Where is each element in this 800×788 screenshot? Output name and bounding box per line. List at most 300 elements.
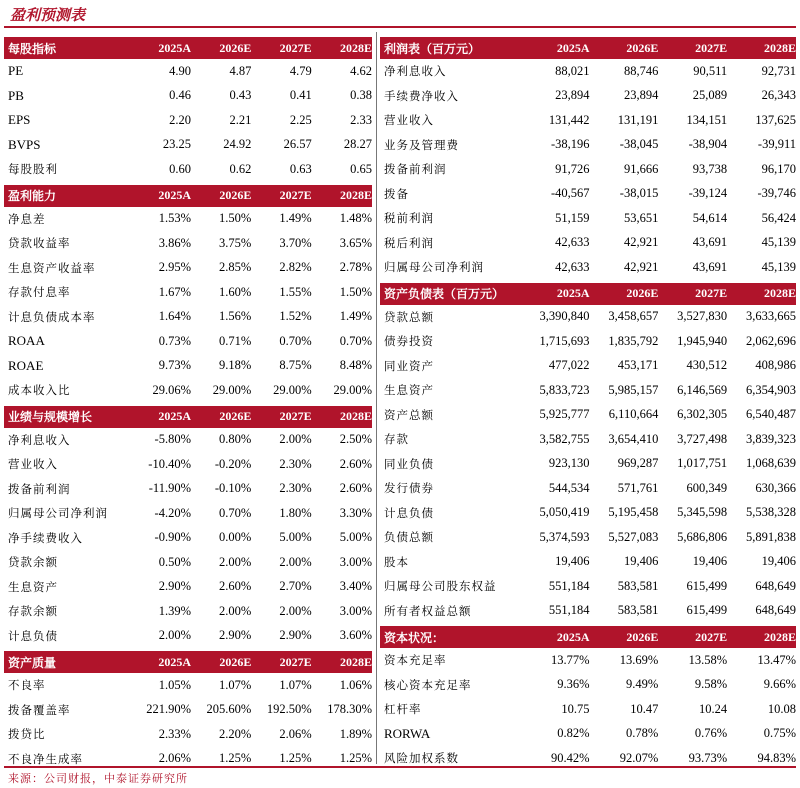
- row-value: 630,366: [755, 480, 796, 495]
- row-value: 1.05%: [158, 677, 191, 692]
- year-header: 2027E: [279, 409, 312, 423]
- table-row: [4, 354, 372, 379]
- row-label: 拨贷比: [8, 727, 46, 742]
- row-value: 192.50%: [266, 702, 312, 717]
- row-value: 0.41: [289, 88, 312, 103]
- row-label: 生息资产: [8, 579, 58, 594]
- table-row: [4, 698, 372, 723]
- row-value: 1.56%: [219, 309, 252, 324]
- row-value: 221.90%: [146, 702, 191, 717]
- row-value: 0.70%: [219, 505, 252, 520]
- row-value: 3.75%: [219, 235, 252, 250]
- row-label: 成本收入比: [8, 383, 71, 398]
- row-value: 648,649: [755, 578, 796, 593]
- row-value: 88,021: [555, 63, 590, 78]
- row-value: 13.69%: [619, 652, 659, 667]
- row-value: 42,921: [623, 259, 659, 274]
- row-value: 5,345,598: [677, 505, 728, 520]
- row-value: 2.00%: [279, 554, 312, 569]
- row-value: 2.50%: [339, 432, 373, 447]
- row-value: 13.58%: [688, 652, 728, 667]
- year-header: 2027E: [695, 629, 728, 644]
- row-label: 归属母公司净利润: [8, 506, 108, 521]
- year-header: 2026E: [626, 629, 659, 644]
- column-divider: [376, 32, 377, 764]
- row-value: 1.89%: [339, 726, 373, 741]
- row-label: BVPS: [8, 136, 41, 152]
- row-label: 归属母公司股东权益: [384, 579, 497, 594]
- table-row: [380, 354, 796, 379]
- row-value: -38,045: [619, 137, 659, 152]
- table-row: [380, 648, 796, 673]
- row-value: 0.43: [229, 88, 252, 103]
- row-label: 贷款总额: [384, 309, 434, 324]
- row-value: 23,894: [623, 88, 659, 103]
- row-value: 5.00%: [279, 530, 312, 545]
- row-value: 2.90%: [279, 628, 312, 643]
- row-value: 205.60%: [206, 702, 252, 717]
- year-header: 2026E: [219, 654, 252, 669]
- table-row: [380, 182, 796, 207]
- row-value: 3,527,830: [677, 309, 728, 324]
- year-header: 2028E: [340, 40, 373, 55]
- row-value: 0.70%: [339, 333, 373, 348]
- year-header: 2025A: [556, 286, 590, 300]
- section-header: [380, 283, 796, 305]
- row-value: 93,738: [692, 161, 728, 176]
- row-value: 9.66%: [763, 677, 796, 692]
- row-value: 1.48%: [339, 211, 373, 226]
- row-value: 0.70%: [279, 333, 312, 348]
- row-value: 0.78%: [626, 726, 659, 741]
- row-value: 131,442: [548, 112, 590, 127]
- row-value: 430,512: [686, 358, 728, 373]
- row-value: 43,691: [692, 235, 728, 250]
- row-value: 3,390,840: [539, 309, 590, 324]
- row-value: 5,985,157: [608, 382, 659, 397]
- row-value: 0.62: [229, 161, 252, 176]
- row-value: 2.85%: [219, 260, 252, 275]
- table-row: [4, 428, 372, 453]
- row-value: 3.65%: [339, 235, 373, 250]
- row-value: 2,062,696: [745, 333, 796, 348]
- row-value: 9.73%: [158, 358, 191, 373]
- row-value: 1.49%: [339, 309, 373, 324]
- row-value: 13.77%: [550, 652, 590, 667]
- row-value: 551,184: [548, 603, 590, 618]
- row-value: 6,354,903: [745, 382, 796, 397]
- table-row: [380, 452, 796, 477]
- row-value: 3.00%: [339, 554, 373, 569]
- row-value: 544,534: [548, 480, 590, 495]
- row-label: 净手续费收入: [8, 530, 83, 545]
- row-value: 93.73%: [688, 750, 728, 765]
- row-value: 2.90%: [158, 579, 191, 594]
- row-value: 5,538,328: [745, 505, 796, 520]
- row-value: 54,614: [692, 210, 728, 225]
- table-row: [380, 255, 796, 280]
- row-value: -39,911: [757, 137, 796, 152]
- row-value: 2.00%: [219, 603, 252, 618]
- left-column: [4, 34, 372, 771]
- row-label: 债券投资: [384, 334, 434, 349]
- table-row: [4, 207, 372, 232]
- row-value: 583,581: [617, 578, 659, 593]
- row-value: 131,191: [617, 112, 659, 127]
- table-row: [4, 378, 372, 403]
- table-row: [4, 256, 372, 281]
- row-value: 9.49%: [626, 677, 659, 692]
- row-value: 134,151: [686, 112, 728, 127]
- row-value: 0.82%: [557, 726, 590, 741]
- row-label: 手续费净收入: [384, 88, 459, 103]
- row-value: 1.07%: [279, 677, 312, 692]
- year-header: 2025A: [158, 654, 191, 669]
- row-value: 29.00%: [212, 382, 252, 397]
- row-value: 408,986: [755, 358, 796, 373]
- row-value: 453,171: [617, 358, 659, 373]
- row-value: 43,691: [692, 259, 728, 274]
- row-value: 2.60%: [339, 456, 373, 471]
- table-row: [380, 550, 796, 575]
- row-value: 10.75: [561, 701, 590, 716]
- row-value: 2.25: [289, 112, 312, 127]
- row-value: 0.50%: [158, 554, 191, 569]
- row-value: 5,374,593: [539, 529, 590, 544]
- table-row: [4, 59, 372, 84]
- year-header: 2026E: [219, 188, 252, 202]
- row-value: 90,511: [693, 63, 728, 78]
- row-label: 资产总额: [384, 407, 434, 422]
- row-label: 拨备前利润: [8, 481, 71, 496]
- row-value: 2.00%: [279, 432, 312, 447]
- row-label: ROAA: [8, 333, 45, 349]
- row-label: PB: [8, 87, 24, 103]
- row-value: 2.30%: [279, 456, 312, 471]
- table-row: [4, 452, 372, 477]
- table-row: [380, 599, 796, 624]
- table-row: [4, 305, 372, 330]
- row-value: 1.80%: [279, 505, 312, 520]
- table-row: [380, 722, 796, 747]
- row-value: 2.60%: [339, 481, 373, 496]
- row-value: 56,424: [761, 210, 796, 225]
- row-value: 571,761: [617, 480, 659, 495]
- row-value: 2.70%: [279, 579, 312, 594]
- table-row: [4, 108, 372, 133]
- row-value: 2.21: [229, 112, 252, 127]
- row-label: 业务及管理费: [384, 137, 459, 152]
- table-row: [4, 501, 372, 526]
- row-value: -0.20%: [214, 456, 252, 471]
- row-value: 3,727,498: [677, 431, 728, 446]
- row-label: 同业负债: [384, 456, 434, 471]
- row-value: 0.71%: [219, 333, 252, 348]
- row-label: 生息资产: [384, 383, 434, 398]
- row-value: 2.95%: [158, 260, 191, 275]
- row-value: 9.36%: [557, 677, 590, 692]
- section-title: 资产质量: [8, 655, 57, 670]
- title-bar: [4, 0, 796, 28]
- table-row: [4, 526, 372, 551]
- row-value: -5.80%: [154, 432, 191, 447]
- row-label: RORWA: [384, 725, 431, 741]
- table-row: [380, 403, 796, 428]
- row-value: 45,139: [761, 259, 796, 274]
- row-value: 4.90: [169, 63, 191, 78]
- year-header: 2028E: [763, 40, 796, 55]
- row-value: 25,089: [692, 88, 728, 103]
- table-row: [4, 133, 372, 158]
- row-value: 2.30%: [279, 481, 312, 496]
- row-value: 3,582,755: [539, 431, 590, 446]
- table-row: [380, 525, 796, 550]
- row-value: -0.90%: [154, 530, 191, 545]
- row-value: 29.06%: [152, 382, 191, 397]
- row-value: 137,625: [755, 112, 796, 127]
- row-value: 6,540,487: [745, 407, 796, 422]
- table-row: [380, 305, 796, 330]
- row-label: 存款: [384, 432, 409, 447]
- row-value: 45,139: [761, 235, 796, 250]
- row-value: 51,159: [555, 210, 590, 225]
- table-row: [380, 427, 796, 452]
- row-value: 5,925,777: [539, 407, 590, 422]
- row-label: 营业收入: [8, 457, 58, 472]
- row-label: 拨备前利润: [384, 162, 447, 177]
- section-header: [4, 37, 372, 59]
- row-value: 2.33%: [158, 726, 191, 741]
- year-header: 2026E: [219, 40, 252, 55]
- table-row: [380, 697, 796, 722]
- row-label: 净利息收入: [8, 432, 71, 447]
- row-value: 53,651: [623, 210, 659, 225]
- row-value: 1,835,792: [608, 333, 659, 348]
- row-value: 178.30%: [327, 702, 373, 717]
- row-label: 贷款收益率: [8, 236, 71, 251]
- row-value: 6,110,664: [608, 407, 659, 422]
- table-row: [4, 84, 372, 109]
- row-value: 19,406: [623, 554, 659, 569]
- row-label: 资本充足率: [384, 653, 447, 668]
- row-label: 净利息收入: [384, 64, 447, 79]
- year-header: 2028E: [340, 654, 373, 669]
- row-label: 股本: [384, 554, 409, 569]
- row-value: 0.46: [169, 88, 191, 103]
- row-value: 88,746: [623, 63, 659, 78]
- row-value: 28.27: [343, 137, 373, 152]
- row-value: -38,904: [688, 137, 728, 152]
- row-value: 24.92: [223, 137, 252, 152]
- section-header: [4, 406, 372, 428]
- row-value: 5,891,838: [745, 529, 796, 544]
- row-value: 8.48%: [339, 358, 373, 373]
- row-value: 0.63: [289, 161, 312, 176]
- table-row: [380, 84, 796, 109]
- year-header: 2025A: [556, 629, 590, 644]
- row-value: 91,666: [623, 161, 659, 176]
- row-value: 92,731: [761, 63, 796, 78]
- row-label: 存款付息率: [8, 285, 71, 300]
- section-header: [380, 37, 796, 59]
- row-value: 96,170: [761, 161, 796, 176]
- row-value: -0.10%: [214, 481, 252, 496]
- row-value: 13.47%: [757, 652, 796, 667]
- row-label: 发行债券: [384, 481, 434, 496]
- year-header: 2025A: [158, 409, 191, 423]
- row-value: 477,022: [548, 358, 590, 373]
- year-header: 2027E: [695, 286, 728, 300]
- row-value: 615,499: [686, 578, 728, 593]
- row-value: 600,349: [686, 480, 728, 495]
- row-value: 29.00%: [333, 382, 373, 397]
- row-label: 所有者权益总额: [384, 603, 472, 618]
- row-value: 42,633: [555, 259, 590, 274]
- table-row: [4, 157, 372, 182]
- row-value: 2.00%: [158, 628, 191, 643]
- row-value: 94.83%: [757, 750, 796, 765]
- row-value: 0.60: [169, 161, 191, 176]
- row-value: 26.57: [283, 137, 312, 152]
- row-value: 648,649: [755, 603, 796, 618]
- row-value: 1.25%: [279, 751, 312, 766]
- year-header: 2027E: [279, 654, 312, 669]
- row-value: 1.52%: [279, 309, 312, 324]
- row-value: 3.40%: [339, 579, 373, 594]
- row-value: 551,184: [548, 578, 590, 593]
- row-value: 9.58%: [694, 677, 728, 692]
- row-value: 3.60%: [339, 628, 373, 643]
- row-value: 1.07%: [219, 677, 252, 692]
- row-value: 3.70%: [279, 235, 312, 250]
- year-header: 2027E: [695, 40, 728, 55]
- row-value: 26,343: [761, 88, 796, 103]
- row-label: EPS: [8, 112, 31, 128]
- section-header: [4, 651, 372, 673]
- row-value: 4.87: [229, 63, 252, 78]
- row-value: 2.06%: [279, 726, 312, 741]
- table-row: [4, 280, 372, 305]
- section-title: 每股指标: [8, 41, 57, 56]
- row-value: -39,124: [688, 186, 728, 201]
- row-value: 1.50%: [339, 284, 373, 299]
- table-row: [380, 378, 796, 403]
- row-label: 拨备: [384, 186, 409, 201]
- row-value: 1.25%: [219, 751, 252, 766]
- year-header: 2025A: [158, 40, 191, 55]
- table-row: [380, 108, 796, 133]
- row-value: 6,146,569: [677, 382, 728, 397]
- table-row: [4, 477, 372, 502]
- row-value: 615,499: [686, 603, 728, 618]
- row-value: 5,686,806: [677, 529, 728, 544]
- row-value: 1.49%: [279, 211, 312, 226]
- year-header: 2025A: [158, 188, 191, 202]
- row-label: 负债总额: [384, 530, 434, 545]
- row-value: -4.20%: [154, 505, 191, 520]
- table-row: [380, 206, 796, 231]
- row-value: -11.90%: [148, 481, 191, 496]
- row-label: 每股股利: [8, 162, 58, 177]
- row-label: 贷款余额: [8, 555, 58, 570]
- row-value: 23.25: [162, 137, 191, 152]
- year-header: 2026E: [219, 409, 252, 423]
- row-label: 生息资产收益率: [8, 260, 96, 275]
- row-value: 0.73%: [158, 333, 191, 348]
- table-row: [380, 673, 796, 698]
- row-value: 0.38: [350, 88, 373, 103]
- row-value: 0.80%: [219, 432, 252, 447]
- row-value: 5,527,083: [608, 529, 659, 544]
- row-value: 42,633: [555, 235, 590, 250]
- row-value: -38,015: [619, 186, 659, 201]
- row-value: 3.86%: [158, 235, 191, 250]
- row-value: 4.62: [350, 63, 373, 78]
- row-value: 1.60%: [219, 284, 252, 299]
- row-value: 19,406: [692, 554, 728, 569]
- row-value: 1,715,693: [539, 333, 590, 348]
- row-value: 1.67%: [158, 284, 191, 299]
- table-row: [4, 722, 372, 747]
- table-row: [380, 476, 796, 501]
- row-value: 5,833,723: [539, 382, 590, 397]
- row-value: 29.00%: [273, 382, 312, 397]
- row-value: 5.00%: [339, 530, 373, 545]
- row-label: 税后利润: [384, 235, 434, 250]
- row-value: 92.07%: [619, 750, 659, 765]
- row-value: 2.33: [350, 112, 373, 127]
- year-header: 2028E: [763, 286, 796, 300]
- row-value: 2.90%: [219, 628, 252, 643]
- table-row: [4, 550, 372, 575]
- row-value: 90.42%: [550, 750, 590, 765]
- year-header: 2028E: [340, 188, 373, 202]
- row-value: 0.76%: [694, 726, 728, 741]
- row-value: 10.08: [767, 701, 796, 716]
- year-header: 2027E: [279, 188, 312, 202]
- row-value: 2.06%: [158, 751, 191, 766]
- row-value: 91,726: [555, 161, 590, 176]
- table-row: [380, 501, 796, 526]
- year-header: 2028E: [340, 409, 373, 423]
- row-label: 拨备覆盖率: [8, 702, 71, 717]
- row-value: 1.06%: [339, 677, 373, 692]
- row-value: 4.79: [289, 63, 312, 78]
- year-header: 2027E: [279, 40, 312, 55]
- row-value: 923,130: [548, 456, 590, 471]
- row-value: 10.47: [630, 701, 659, 716]
- row-label: 杠杆率: [384, 702, 422, 717]
- table-row: [380, 329, 796, 354]
- section-title: 资产负债表（百万元）: [384, 287, 505, 301]
- row-value: 2.82%: [279, 260, 312, 275]
- section-header: [4, 185, 372, 207]
- table-row: [380, 157, 796, 182]
- row-value: 0.75%: [763, 726, 796, 741]
- row-value: -38,196: [550, 137, 590, 152]
- row-value: 3,458,657: [608, 309, 659, 324]
- row-label: PE: [8, 63, 24, 79]
- section-title: 利润表（百万元）: [384, 41, 481, 56]
- table-row: [380, 231, 796, 256]
- section-title: 盈利能力: [8, 189, 57, 203]
- section-title: 资本状况：: [384, 630, 445, 645]
- row-value: 3.00%: [339, 603, 373, 618]
- row-label: 归属母公司净利润: [384, 260, 484, 275]
- table-row: [4, 575, 372, 600]
- row-label: 净息差: [8, 211, 46, 226]
- row-label: ROAE: [8, 357, 44, 373]
